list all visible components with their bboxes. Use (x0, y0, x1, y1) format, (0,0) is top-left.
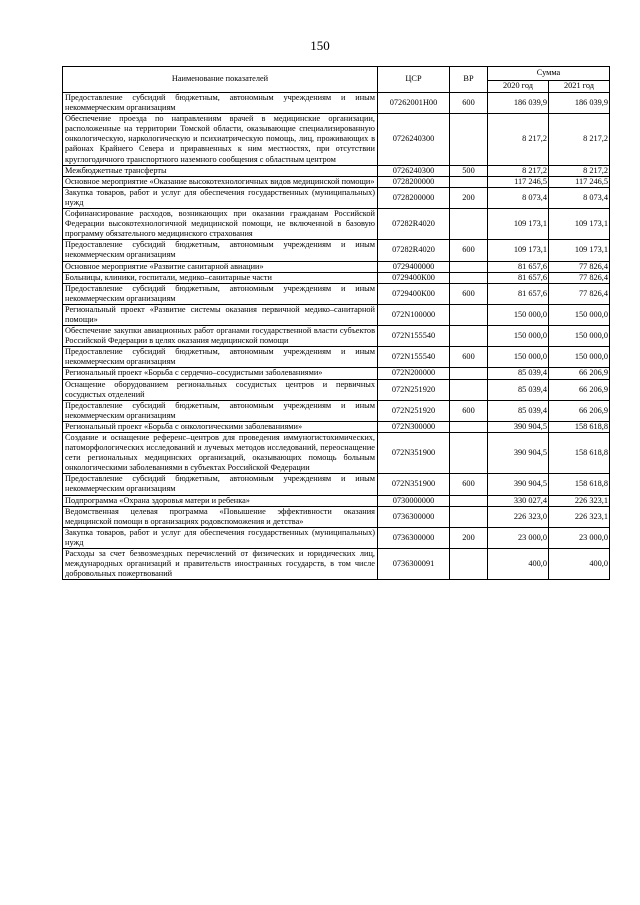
row-csr: 072N351900 (378, 474, 450, 495)
row-name: Предоставление субсидий бюджетным, автономным учреждениям и иным некоммерческим организациям (63, 347, 378, 368)
row-vr: 600 (450, 93, 488, 114)
row-vr (450, 209, 488, 240)
row-vr (450, 304, 488, 325)
row-amount-2020: 8 217,2 (488, 165, 549, 176)
table-row (63, 261, 610, 272)
row-name: Подпрограмма «Охрана здоровья матери и ребенка» (63, 495, 378, 506)
row-vr (450, 326, 488, 347)
row-amount-2020: 85 039,4 (488, 400, 549, 421)
row-amount-2020: 390 904,5 (488, 421, 549, 432)
row-vr: 200 (450, 527, 488, 548)
row-vr (450, 433, 488, 474)
row-amount-2021: 226 323,1 (549, 495, 610, 506)
row-amount-2021: 77 826,4 (549, 283, 610, 304)
row-name: Предоставление субсидий бюджетным, автономным учреждениям и иным некоммерческим организациям (63, 474, 378, 495)
row-vr: 600 (450, 347, 488, 368)
table-row (63, 304, 610, 325)
row-amount-2020: 186 039,9 (488, 93, 549, 114)
table-row (63, 114, 610, 165)
row-csr: 072N300000 (378, 421, 450, 432)
row-vr (450, 272, 488, 283)
row-amount-2021: 117 246,5 (549, 176, 610, 187)
header-year-2021: 2021 год (549, 81, 610, 93)
table-row (63, 176, 610, 187)
table-row (63, 165, 610, 176)
table-row (63, 527, 610, 548)
row-csr: 072N100000 (378, 304, 450, 325)
row-amount-2020: 390 904,5 (488, 433, 549, 474)
table-row (63, 506, 610, 527)
table-row (63, 421, 610, 432)
row-csr: 07282R4020 (378, 240, 450, 261)
row-amount-2021: 77 826,4 (549, 261, 610, 272)
row-csr: 0730000000 (378, 495, 450, 506)
row-amount-2021: 158 618,8 (549, 433, 610, 474)
row-csr: 0729400К00 (378, 272, 450, 283)
row-amount-2021: 226 323,1 (549, 506, 610, 527)
row-amount-2020: 85 039,4 (488, 379, 549, 400)
row-vr (450, 495, 488, 506)
row-amount-2021: 400,0 (549, 549, 610, 580)
row-amount-2021: 109 173,1 (549, 240, 610, 261)
row-amount-2021: 8 073,4 (549, 187, 610, 208)
row-name: Предоставление субсидий бюджетным, автономным учреждениям и иным некоммерческим организациям (63, 93, 378, 114)
row-vr (450, 379, 488, 400)
row-amount-2021: 109 173,1 (549, 209, 610, 240)
row-amount-2020: 150 000,0 (488, 304, 549, 325)
row-csr: 0728200000 (378, 176, 450, 187)
row-amount-2020: 330 027,4 (488, 495, 549, 506)
row-name: Больницы, клиники, госпитали, медико–санитарные части (63, 272, 378, 283)
row-name: Создание и оснащение референс–центров для проведения иммуногистохимических, патоморфологических исследований и лучевых методов исследований, переоснащение сети региональных медицинских организаций, оказывающих помощь больным онкологическими заболеваниями в субъектах Российской Федерации (63, 433, 378, 474)
row-name: Обеспечение закупки авиационных работ органами государственной власти субъектов Российской Федерации в целях оказания медицинской помощи (63, 326, 378, 347)
table-row (63, 187, 610, 208)
table-row (63, 433, 610, 474)
row-amount-2020: 81 657,6 (488, 272, 549, 283)
row-amount-2021: 77 826,4 (549, 272, 610, 283)
row-amount-2021: 186 039,9 (549, 93, 610, 114)
page-number: 150 (310, 38, 330, 53)
row-csr: 072N251920 (378, 379, 450, 400)
row-amount-2021: 150 000,0 (549, 304, 610, 325)
row-amount-2020: 150 000,0 (488, 347, 549, 368)
row-csr: 0729400К00 (378, 283, 450, 304)
row-amount-2020: 150 000,0 (488, 326, 549, 347)
row-csr: 0736300000 (378, 527, 450, 548)
row-name: Софинансирование расходов, возникающих при оказании гражданам Российской Федерации высокотехнологичной медицинской помощи, не включенной в базовую программу обязательного медицинского страхования (63, 209, 378, 240)
row-amount-2020: 81 657,6 (488, 261, 549, 272)
row-amount-2021: 66 206,9 (549, 400, 610, 421)
row-amount-2021: 23 000,0 (549, 527, 610, 548)
row-amount-2021: 158 618,8 (549, 474, 610, 495)
row-vr (450, 506, 488, 527)
row-amount-2020: 109 173,1 (488, 240, 549, 261)
row-name: Предоставление субсидий бюджетным, автономным учреждениям и иным некоммерческим организациям (63, 240, 378, 261)
header-csr: ЦСР (378, 67, 450, 93)
row-vr: 600 (450, 240, 488, 261)
row-vr (450, 549, 488, 580)
header-sum: Сумма (488, 67, 610, 81)
row-amount-2020: 8 073,4 (488, 187, 549, 208)
row-amount-2021: 66 206,9 (549, 379, 610, 400)
row-name: Предоставление субсидий бюджетным, автономным учреждениям и иным некоммерческим организациям (63, 283, 378, 304)
row-name: Основное мероприятие «Оказание высокотехнологичных видов медицинской помощи» (63, 176, 378, 187)
table-row (63, 400, 610, 421)
table-header (63, 67, 610, 93)
row-amount-2021: 66 206,9 (549, 368, 610, 379)
row-csr: 072N251920 (378, 400, 450, 421)
row-name: Региональный проект «Борьба с онкологическими заболеваниями» (63, 421, 378, 432)
row-name: Межбюджетные трансферты (63, 165, 378, 176)
table-row (63, 93, 610, 114)
table-row (63, 272, 610, 283)
row-amount-2021: 158 618,8 (549, 421, 610, 432)
row-csr: 0728200000 (378, 187, 450, 208)
row-amount-2020: 85 039,4 (488, 368, 549, 379)
row-name: Основное мероприятие «Развитие санитарной авиации» (63, 261, 378, 272)
row-amount-2020: 400,0 (488, 549, 549, 580)
row-csr: 072N155540 (378, 347, 450, 368)
row-csr: 0729400000 (378, 261, 450, 272)
row-amount-2020: 81 657,6 (488, 283, 549, 304)
row-csr: 0726240300 (378, 165, 450, 176)
row-name: Закупка товаров, работ и услуг для обеспечения государственных (муниципальных) нужд (63, 187, 378, 208)
row-csr: 072N351900 (378, 433, 450, 474)
row-vr (450, 114, 488, 165)
row-name: Предоставление субсидий бюджетным, автономным учреждениям и иным некоммерческим организациям (63, 400, 378, 421)
row-name: Региональный проект «Развитие системы оказания первичной медико–санитарной помощи» (63, 304, 378, 325)
table-row (63, 474, 610, 495)
table-row (63, 549, 610, 580)
row-amount-2021: 8 217,2 (549, 165, 610, 176)
row-vr: 600 (450, 283, 488, 304)
row-vr: 200 (450, 187, 488, 208)
row-vr (450, 421, 488, 432)
row-vr (450, 261, 488, 272)
row-vr: 600 (450, 400, 488, 421)
table-row (63, 283, 610, 304)
table-row (63, 347, 610, 368)
row-csr: 0736300000 (378, 506, 450, 527)
row-amount-2021: 8 217,2 (549, 114, 610, 165)
table-row (63, 368, 610, 379)
budget-table (62, 66, 610, 580)
row-csr: 072N200000 (378, 368, 450, 379)
row-amount-2020: 226 323,0 (488, 506, 549, 527)
header-name: Наименование показателей (63, 67, 378, 93)
header-vr: ВР (450, 67, 488, 93)
table-row (63, 326, 610, 347)
row-name: Обеспечение проезда по направлениям врачей в медицинские организации, расположенные на территории Томской области, оказывающие специализированную онкологическую, наркологическую и психиатрическую помощь, лиц, проживающих в районах Крайнего Севера и приравненных к ним местностях, при отсутствии круглогодичного транспортного наземного сообщения с областным центром (63, 114, 378, 165)
table-row (63, 495, 610, 506)
table-body (63, 93, 610, 580)
row-amount-2020: 117 246,5 (488, 176, 549, 187)
row-amount-2020: 8 217,2 (488, 114, 549, 165)
table-row (63, 209, 610, 240)
row-amount-2021: 150 000,0 (549, 326, 610, 347)
row-name: Оснащение оборудованием региональных сосудистых центров и первичных сосудистых отделений (63, 379, 378, 400)
row-name: Расходы за счет безвозмездных перечислений от физических и юридических лиц, международных организаций и правительств иностранных государств, в том числе добровольных пожертвований (63, 549, 378, 580)
row-csr: 072N155540 (378, 326, 450, 347)
row-vr (450, 176, 488, 187)
row-amount-2020: 390 904,5 (488, 474, 549, 495)
row-vr: 500 (450, 165, 488, 176)
row-name: Региональный проект «Борьба с сердечно–сосудистыми заболеваниями» (63, 368, 378, 379)
row-amount-2021: 150 000,0 (549, 347, 610, 368)
row-amount-2020: 109 173,1 (488, 209, 549, 240)
row-name: Ведомственная целевая программа «Повышение эффективности оказания медицинской помощи в организациях родовспоможения и детства» (63, 506, 378, 527)
row-csr: 0736300091 (378, 549, 450, 580)
header-year-2020: 2020 год (488, 81, 549, 93)
row-name: Закупка товаров, работ и услуг для обеспечения государственных (муниципальных) нужд (63, 527, 378, 548)
row-csr: 0726240300 (378, 114, 450, 165)
row-vr (450, 368, 488, 379)
table-row (63, 379, 610, 400)
row-csr: 07282R4020 (378, 209, 450, 240)
row-amount-2020: 23 000,0 (488, 527, 549, 548)
row-csr: 07262001Н00 (378, 93, 450, 114)
row-vr: 600 (450, 474, 488, 495)
table-row (63, 240, 610, 261)
